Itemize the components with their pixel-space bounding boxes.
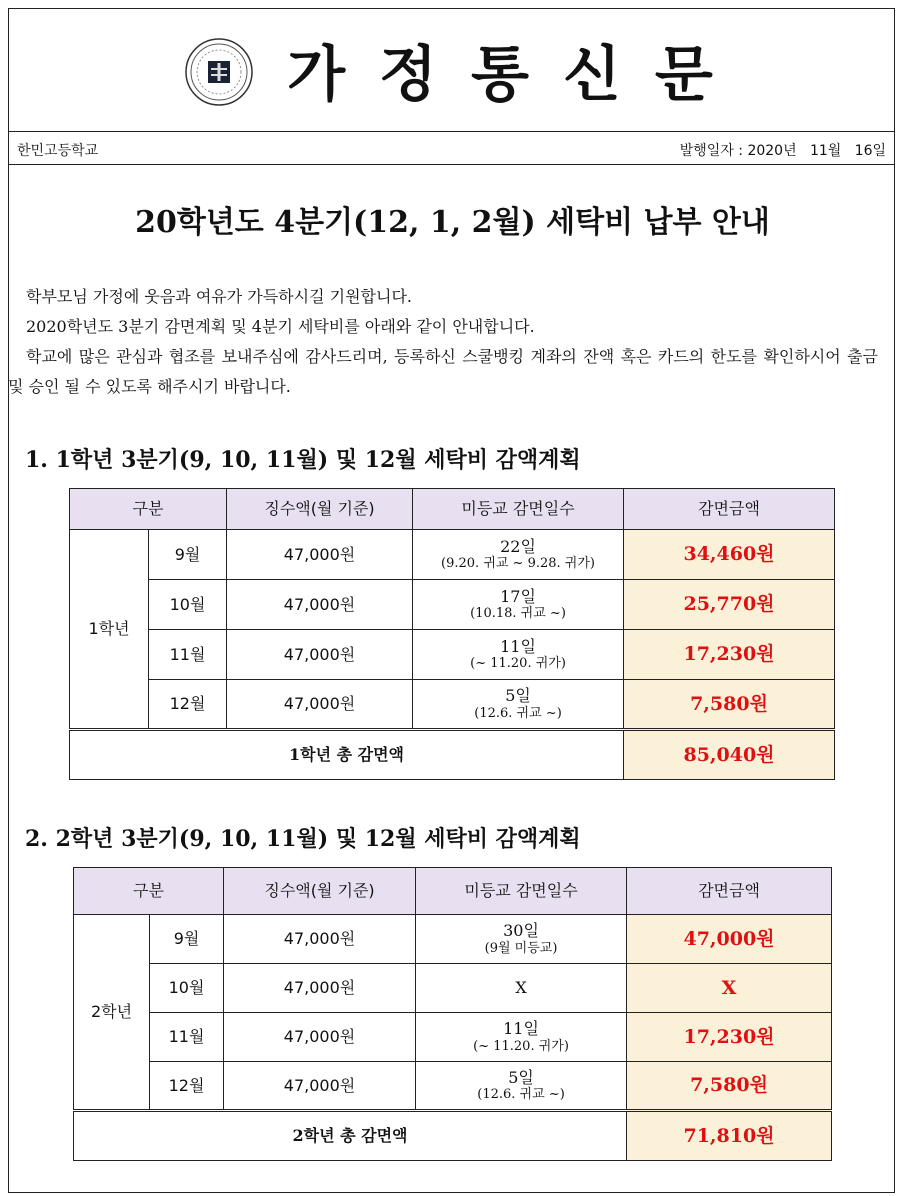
reduction-amount: 47,000원 bbox=[627, 915, 832, 964]
intro-line: 2020학년도 3분기 감면계획 및 4분기 세탁비를 아래와 같이 안내합니다. bbox=[26, 317, 535, 336]
notice-heading: 20학년도 4분기(12, 1, 2월) 세탁비 납부 안내 bbox=[135, 205, 770, 240]
reduction-amount: 7,580원 bbox=[624, 680, 835, 730]
table-row bbox=[70, 680, 835, 730]
days-cell bbox=[416, 915, 627, 964]
days: 22일 bbox=[500, 536, 536, 556]
fee: 47,000원 bbox=[227, 630, 413, 680]
reduction-amount: 17,230원 bbox=[627, 1013, 832, 1062]
total-row bbox=[70, 730, 835, 780]
school-name: 한민고등학교 bbox=[17, 143, 99, 159]
days-note: (9.20. 귀교 ~ 9.28. 귀가) bbox=[441, 556, 595, 572]
newsletter-title: 가정통신문 bbox=[287, 40, 747, 110]
month: 10월 bbox=[149, 580, 227, 630]
month: 12월 bbox=[149, 680, 227, 730]
reduction-amount: 7,580원 bbox=[627, 1062, 832, 1111]
reduction-amount: X bbox=[627, 964, 832, 1013]
days-cell bbox=[416, 1062, 627, 1111]
days-cell bbox=[413, 680, 624, 730]
days-note: (12.6. 귀교 ~) bbox=[477, 1087, 565, 1103]
reduction-amount: 34,460원 bbox=[624, 530, 835, 580]
fee: 47,000원 bbox=[224, 964, 416, 1013]
days-note: (~ 11.20. 귀가) bbox=[473, 1038, 569, 1054]
header-category: 구분 bbox=[74, 868, 224, 915]
table-row bbox=[74, 915, 832, 964]
total-label: 1학년 총 감면액 bbox=[70, 730, 624, 780]
table-row bbox=[74, 964, 832, 1013]
header-category: 구분 bbox=[70, 489, 227, 530]
intro-line: 학교에 많은 관심과 협조를 보내주심에 감사드리며, 등록하신 스쿨뱅킹 계좌의 잔액 혹은 카드의 한도를 확인하시어 출금 및 승인 될 수 있도록 해주시기 바랍니다. bbox=[8, 347, 878, 396]
month: 9월 bbox=[149, 530, 227, 580]
days-cell bbox=[416, 964, 627, 1013]
header-days: 미등교 감면일수 bbox=[413, 489, 624, 530]
table-row bbox=[70, 630, 835, 680]
fee: 47,000원 bbox=[224, 1062, 416, 1111]
table-row bbox=[70, 580, 835, 630]
days-cell bbox=[413, 530, 624, 580]
fee: 47,000원 bbox=[224, 915, 416, 964]
days: 11일 bbox=[503, 1019, 539, 1039]
table-row bbox=[74, 1013, 832, 1062]
fee: 47,000원 bbox=[224, 1013, 416, 1062]
header-row bbox=[70, 489, 835, 530]
days: 5일 bbox=[508, 1067, 534, 1087]
section-title: 1. 1학년 3분기(9, 10, 11월) 및 12월 세탁비 감액계획 bbox=[25, 447, 581, 473]
masthead bbox=[9, 9, 894, 132]
issue-date: 발행일자 : 2020년 11월 16일 bbox=[679, 143, 886, 159]
intro-line: 학부모님 가정에 웃음과 여유가 가득하시길 기원합니다. bbox=[26, 287, 413, 306]
fee: 47,000원 bbox=[227, 530, 413, 580]
fee: 47,000원 bbox=[227, 680, 413, 730]
days: 11일 bbox=[500, 636, 536, 656]
total-amount: 71,810원 bbox=[627, 1111, 832, 1161]
month: 11월 bbox=[149, 630, 227, 680]
header-fee: 징수액(월 기준) bbox=[227, 489, 413, 530]
days-note: (10.18. 귀교 ~) bbox=[470, 606, 566, 622]
header-row bbox=[74, 868, 832, 915]
days-note: (9월 미등교) bbox=[484, 940, 558, 956]
grade2-reduction-table bbox=[73, 867, 832, 1161]
grade-label: 1학년 bbox=[70, 530, 149, 730]
reduction-amount: 25,770원 bbox=[624, 580, 835, 630]
days-note: (~ 11.20. 귀가) bbox=[470, 656, 566, 672]
days-cell bbox=[416, 1013, 627, 1062]
grade-label: 2학년 bbox=[74, 915, 150, 1111]
reduction-amount: 17,230원 bbox=[624, 630, 835, 680]
total-amount: 85,040원 bbox=[624, 730, 835, 780]
days: 17일 bbox=[500, 586, 536, 606]
header-amount: 감면금액 bbox=[624, 489, 835, 530]
header-amount: 감면금액 bbox=[627, 868, 832, 915]
header-days: 미등교 감면일수 bbox=[416, 868, 627, 915]
total-row bbox=[74, 1111, 832, 1161]
days: X bbox=[515, 978, 527, 998]
days-cell bbox=[413, 580, 624, 630]
month: 11월 bbox=[150, 1013, 224, 1062]
month: 12월 bbox=[150, 1062, 224, 1111]
table-row bbox=[70, 530, 835, 580]
section-title: 2. 2학년 3분기(9, 10, 11월) 및 12월 세탁비 감액계획 bbox=[25, 826, 581, 852]
month: 10월 bbox=[150, 964, 224, 1013]
days-cell bbox=[413, 630, 624, 680]
month: 9월 bbox=[150, 915, 224, 964]
days: 5일 bbox=[505, 686, 531, 706]
school-emblem-icon bbox=[184, 37, 254, 107]
days-note: (12.6. 귀교 ~) bbox=[474, 705, 562, 721]
table-row bbox=[74, 1062, 832, 1111]
days: 30일 bbox=[503, 921, 539, 941]
fee: 47,000원 bbox=[227, 580, 413, 630]
header-fee: 징수액(월 기준) bbox=[224, 868, 416, 915]
grade1-reduction-table bbox=[69, 488, 835, 780]
info-bar bbox=[9, 132, 894, 165]
intro-text bbox=[8, 282, 878, 402]
total-label: 2학년 총 감면액 bbox=[74, 1111, 627, 1161]
